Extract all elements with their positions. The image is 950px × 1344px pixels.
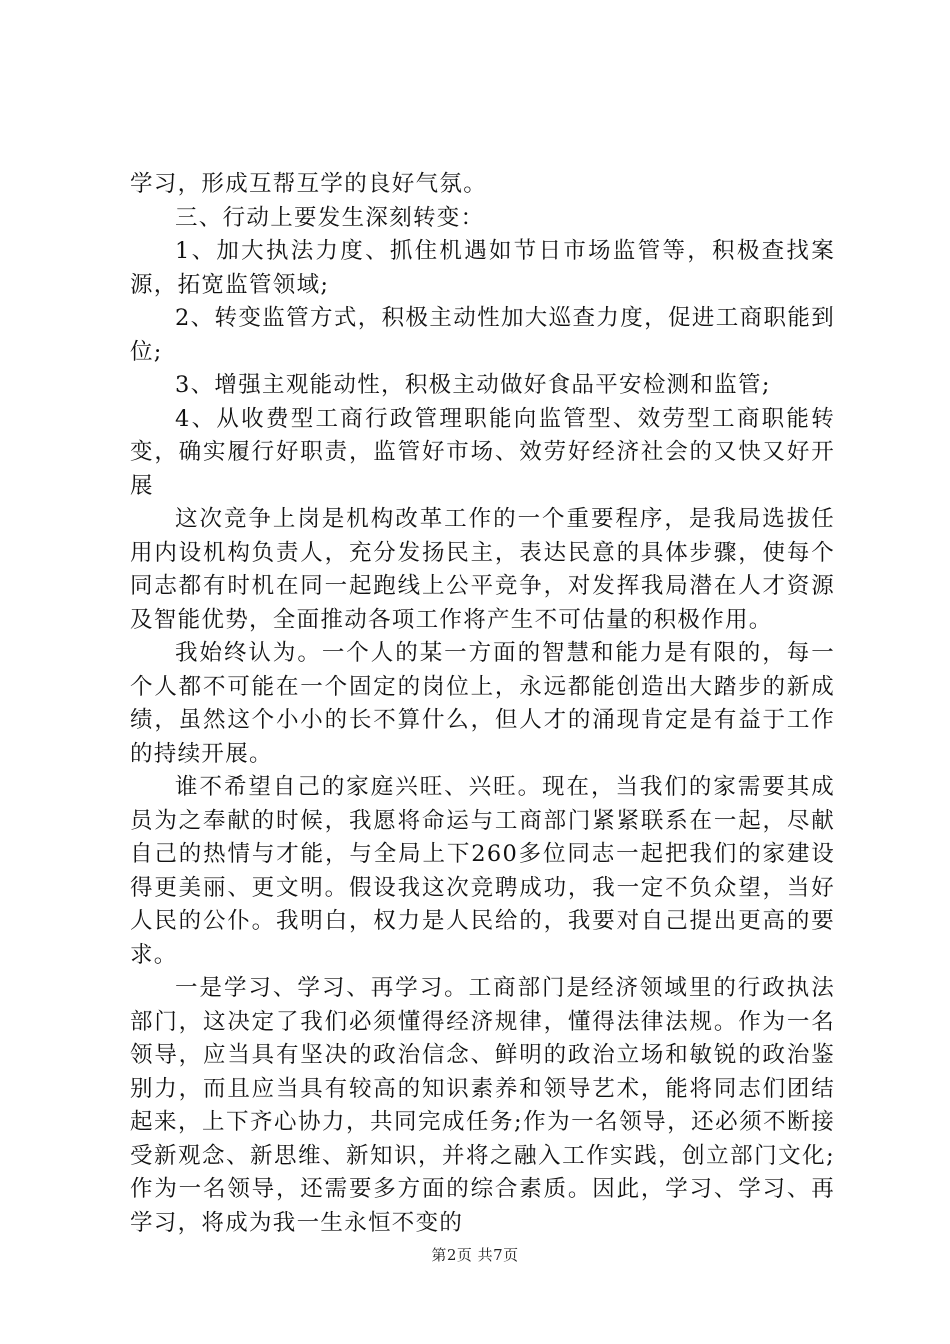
paragraph: 3、增强主观能动性，积极主动做好食品平安检测和监管;: [175, 372, 771, 398]
paragraph: 4、从收费型工商行政管理职能向监管型、效劳型工商职能转变，确实履行好职责，监管好市场、效劳好经济社会的又快又好开展: [130, 405, 835, 499]
paragraph: 学习，形成互帮互学的良好气氛。: [130, 171, 488, 197]
paragraph: 谁不希望自己的家庭兴旺、兴旺。现在，当我们的家需要其成员为之奉献的时候，我愿将命运与工商部门紧紧联系在一起，尽献自己的热情与才能，与全局上下260多位同志一起把我们的家建设得更美丽、更文明。假设我这次竞聘成功，我一定不负众望，当好人民的公仆。我明白，权力是人民给的，我要对自己提出更高的要求。: [130, 774, 835, 968]
document-body: [130, 168, 835, 1240]
paragraph: 1、加大执法力度、抓住机遇如节日市场监管等，积极查找案源，拓宽监管领域;: [130, 238, 835, 298]
paragraph: 一是学习、学习、再学习。工商部门是经济领域里的行政执法部门，这决定了我们必须懂得经济规律，懂得法律法规。作为一名领导，应当具有坚决的政治信念、鲜明的政治立场和敏锐的政治鉴别力，而且应当具有较高的知识素养和领导艺术，能将同志们团结起来，上下齐心协力，共同完成任务;作为一名领导，还必须不断接受新观念、新思维、新知识，并将之融入工作实践，创立部门文化;作为一名领导，还需要多方面的综合素质。因此，学习、学习、再学习，将成为我一生永恒不变的: [130, 975, 835, 1236]
paragraph: 这次竞争上岗是机构改革工作的一个重要程序，是我局选拔任用内设机构负责人，充分发扬民主，表达民意的具体步骤，使每个同志都有时机在同一起跑线上公平竞争，对发挥我局潜在人才资源及智能优势，全面推动各项工作将产生不可估量的积极作用。: [130, 506, 835, 633]
paragraph: 2、转变监管方式，积极主动性加大巡查力度，促进工商职能到位;: [130, 305, 835, 365]
page-number-footer: 第2页 共7页: [431, 1246, 519, 1264]
paragraph: 我始终认为。一个人的某一方面的智慧和能力是有限的，每一个人都不可能在一个固定的岗位上，永远都能创造出大踏步的新成绩，虽然这个小小的长不算什么，但人才的涌现肯定是有益于工作的持续开展。: [130, 640, 835, 767]
paragraph: 三、行动上要发生深刻转变：: [175, 204, 485, 231]
